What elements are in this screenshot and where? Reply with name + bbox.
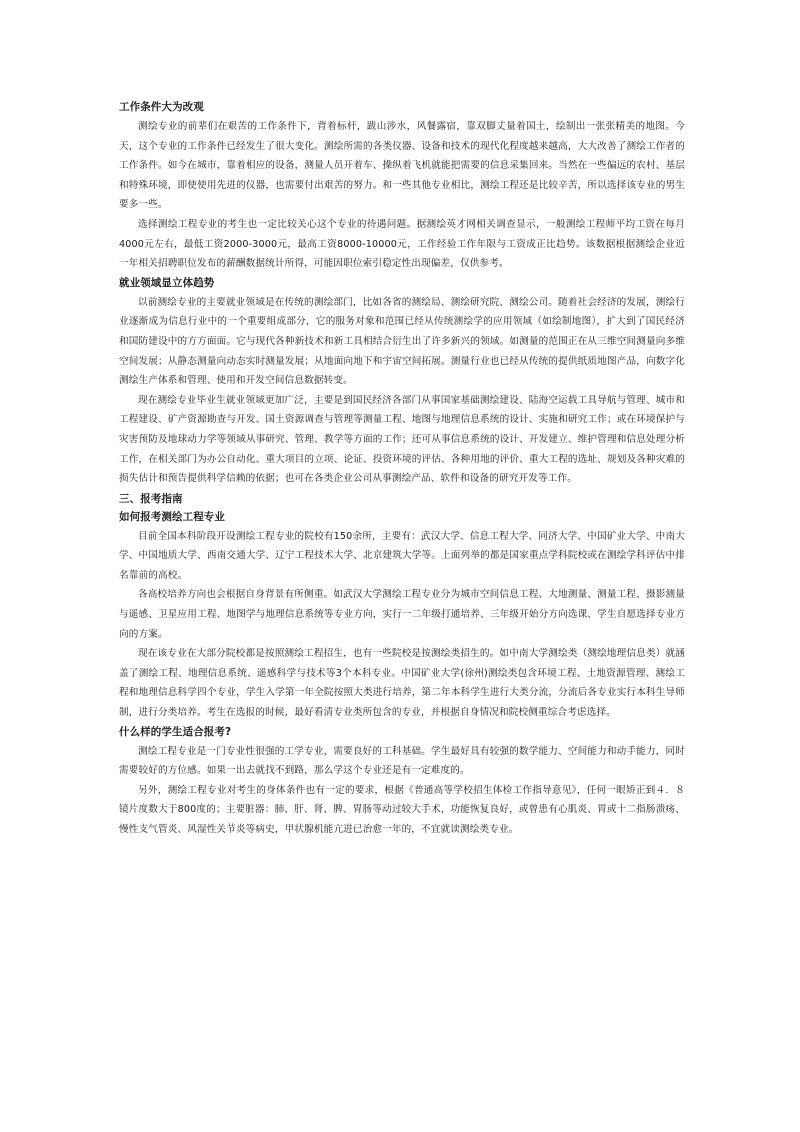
section-heading-application-guide: 三、报考指南 bbox=[119, 492, 183, 505]
paragraph: 选择测绘工程专业的考生也一定比较关心这个专业的待遇问题。据测绘英才网相关调查显示，一般测绘工程师平均工资在每月4000元左右，最低工资2000-3000元，最高工资8000-10000元，工作经验工作年限与工资成正比趋势。该数据根据测绘企业近一年相关招聘职位发布的薪酬数据统计所得，可能因职位索引稳定性出现偏差，仅供参考。 bbox=[119, 218, 685, 270]
paragraph: 现在测绘专业毕业生就业领域更加广泛，主要是到国民经济各部门从事国家基础测绘建设、陆海空运载工具导航与管理、城市和工程建设、矿产资源勘查与开发、国土资源调查与管理等测量工程、地图与地理信息系统的设计、实施和研究工作；或在环境保护与灾害预防及地球动力学等领域从事研究、管理、教学等方面的工作；还可从事信息系统的设计、开发建立、维护管理和信息处理分析工作，在相关部门为办公自动化、重大项目的立项、论证、投资环境的评估、各种用地的评价、重大工程的选址、规划及各种灾难的损失估计和预告提供科学信赖的依据；也可在各类企业公司从事测绘产品、软件和设备的研究开发等工作。 bbox=[119, 394, 685, 485]
section-heading-work-conditions: 工作条件大为改观 bbox=[119, 101, 204, 113]
section-heading-how-to-apply: 如何报考测绘工程专业 bbox=[119, 510, 225, 523]
paragraph: 另外，测绘工程专业对考生的身体条件也有一定的要求，根据《普通高等学校招生体检工作指导意见》，任何一眼矫正到４．８镜片度数大于800度的；主要脏器：肺、肝、肾、脾、胃肠等动过较大手术，功能恢复良好，或曾患有心肌炎、胃或十二指肠溃疡、慢性支气管炎、风湿性关节炎等病史，甲状腺机能亢进已治愈一年的，不宜就读测绘类专业。 bbox=[119, 784, 685, 835]
paragraph: 各高校培养方向也会根据自身背景有所侧重。如武汉大学测绘工程专业分为城市空间信息工程、大地测量、测量工程、摄影测量与遥感、卫星应用工程、地图学与地理信息系统等专业方向，实行一二年级打通培养、三年级开始分方向选课、学生自愿选择专业方向的方案。 bbox=[119, 589, 685, 640]
paragraph: 测绘专业的前辈们在艰苦的工作条件下，背着标杆，跋山涉水，风餐露宿，靠双脚丈量着国土，绘制出一张张精美的地图。今天，这个专业的工作条件已经发生了很大变化。测绘所需的各类仪器、设备和技术的现代化程度越来越高，大大改善了测绘工作者的工作条件。如今在城市，靠着相应的设备，测量人员开着车、操纵着飞机就能把需要的信息采集回来。当然在一些偏远的农村、基层和特殊环境，即使使用先进的仪器，也需要付出艰苦的努力。和一些其他专业相比，测绘工程还是比较辛苦，所以选择该专业的男生要多一些。 bbox=[119, 121, 685, 211]
paragraph: 测绘工程专业是一门专业性很强的工学专业，需要良好的工科基础。学生最好具有较强的数学能力、空间能力和动手能力，同时需要较好的方位感。如果一出去就找不到路，那么学这个专业还是有一定难度的。 bbox=[119, 745, 685, 777]
paragraph: 目前全国本科阶段开设测绘工程专业的院校有150余所，主要有：武汉大学、信息工程大学、同济大学、中国矿业大学、中南大学、中国地质大学、西南交通大学、辽宁工程技术大学、北京建筑大学等。上面列举的都是国家重点学科院校或在测绘学科评估中排名靠前的高校。 bbox=[119, 530, 685, 581]
document-page bbox=[119, 98, 685, 840]
paragraph: 以前测绘专业的主要就业领域是在传统的测绘部门，比如各省的测绘局、测绘研究院、测绘公司。随着社会经济的发展，测绘行业逐渐成为信息行业中的一个重要组成部分，它的服务对象和范围已经从传统测绘学的应用领域（如绘制地图），扩大到了国民经济和国防建设中的方方面面。它与现代各种新技术和新工具相结合衍生出了许多新兴的领域。如测量的范围正在从三维空间测量向多维空间发展；从静态测量向动态实时测量发展；从地面向地下和宇宙空间拓展。测量行业也已经从传统的提供纸质地图产品，向数字化测绘生产体系和管理、使用和开发空间信息数据转变。 bbox=[119, 296, 685, 387]
section-heading-suitable-students: 什么样的学生适合报考? bbox=[119, 725, 232, 738]
section-heading-employment-fields: 就业领域显立体趋势 bbox=[119, 276, 215, 289]
paragraph: 现在该专业在大部分院校都是按照测绘工程招生，也有一些院校是按测绘类招生的。如中南大学测绘类（测绘地理信息类）就涵盖了测绘工程、地理信息系统、遥感科学与技术等3个本科专业。中国矿业大学(徐州)测绘类包含环境工程、土地资源管理、测绘工程和地理信息科学四个专业，学生入学第一年全院按照大类进行培养，第二年本科学生进行大类分流，分流后各专业实行本科生导师制，进行分类培养。考生在选报的时候，最好看清专业类所包含的专业，并根据自身情况和院校侧重综合考虑选择。 bbox=[119, 648, 685, 719]
